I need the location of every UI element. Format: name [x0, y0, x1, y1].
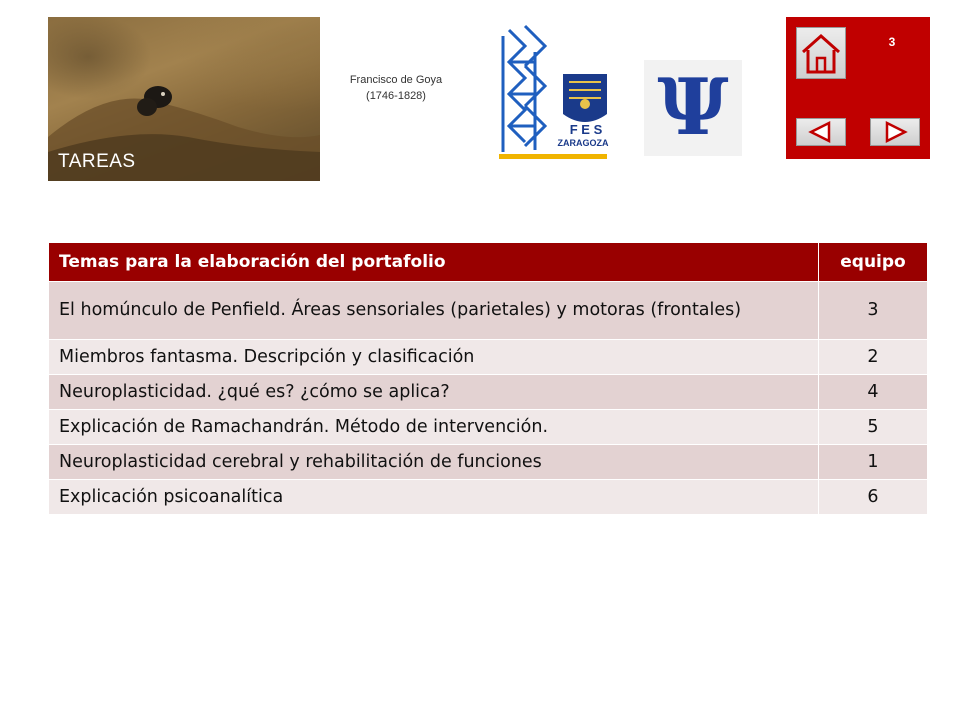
team-cell: 4 [819, 375, 928, 410]
table-header-row [49, 243, 928, 282]
page-number: 3 [888, 35, 896, 49]
table-row [49, 445, 928, 480]
topic-cell: Neuroplasticidad. ¿qué es? ¿cómo se aplica? [49, 375, 819, 410]
team-cell: 3 [819, 282, 928, 340]
table-row [49, 375, 928, 410]
psi-symbol: Ψ [657, 62, 729, 153]
header-team: equipo [819, 243, 928, 282]
goya-painting[interactable] [48, 17, 320, 181]
triangle-right-icon [871, 119, 919, 145]
home-icon [797, 28, 845, 78]
fes-zaragoza-logo [495, 22, 613, 164]
navigation-panel [786, 17, 930, 159]
caption-years: (1746-1828) [366, 90, 426, 102]
zaragoza-text: ZARAGOZA [557, 138, 609, 148]
table-row [49, 340, 928, 375]
team-cell: 6 [819, 480, 928, 515]
triangle-left-icon [797, 119, 845, 145]
painting-caption [326, 72, 466, 104]
painting-label: TAREAS [58, 151, 136, 172]
topic-cell: El homúnculo de Penfield. Áreas sensoriales (parietales) y motoras (frontales) [49, 282, 819, 340]
topic-cell: Explicación de Ramachandrán. Método de intervención. [49, 410, 819, 445]
home-button[interactable] [796, 27, 846, 79]
psychology-logo [644, 60, 742, 156]
team-cell: 2 [819, 340, 928, 375]
topic-cell: Miembros fantasma. Descripción y clasificación [49, 340, 819, 375]
portfolio-topics-table [48, 242, 928, 515]
table-row [49, 410, 928, 445]
topic-cell: Explicación psicoanalítica [49, 480, 819, 515]
next-button[interactable] [870, 118, 920, 146]
header-topics: Temas para la elaboración del portafolio [49, 243, 819, 282]
topic-cell: Neuroplasticidad cerebral y rehabilitación de funciones [49, 445, 819, 480]
team-cell: 5 [819, 410, 928, 445]
table-row [49, 282, 928, 340]
table-row [49, 480, 928, 515]
fes-text: F E S [569, 122, 603, 137]
previous-button[interactable] [796, 118, 846, 146]
caption-author: Francisco de Goya [349, 74, 443, 86]
team-cell: 1 [819, 445, 928, 480]
